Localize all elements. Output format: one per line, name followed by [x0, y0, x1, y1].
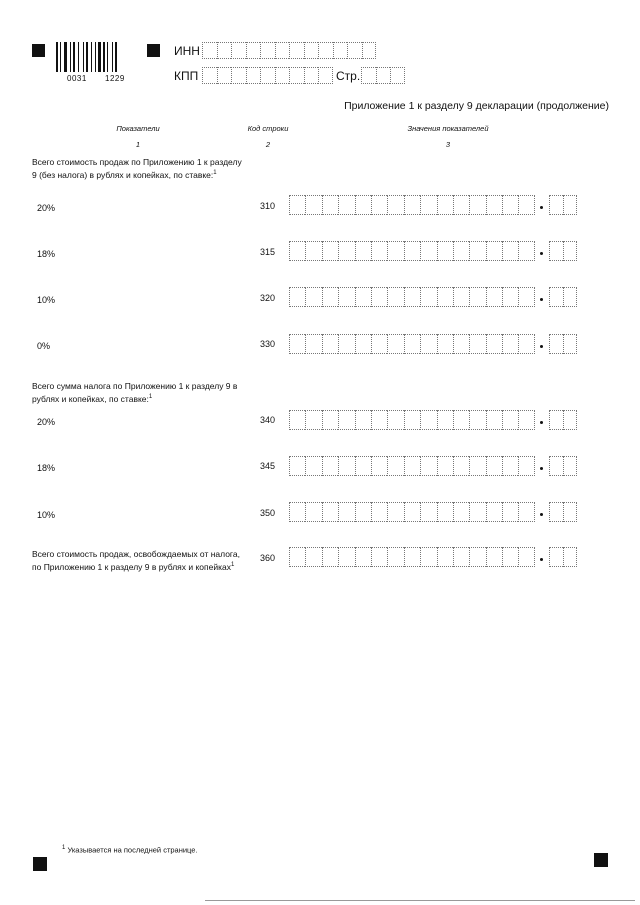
digit-cell[interactable] — [453, 334, 469, 354]
digit-cell[interactable] — [322, 287, 338, 307]
digit-cell[interactable] — [260, 42, 275, 59]
digit-cell[interactable] — [305, 195, 321, 215]
digit-cell[interactable] — [404, 502, 420, 522]
decimal-point — [540, 252, 543, 255]
footnote-text: Указывается на последней странице. — [67, 845, 198, 855]
digit-cell[interactable] — [453, 195, 469, 215]
digit-cell[interactable] — [518, 334, 534, 354]
digit-cell[interactable] — [486, 502, 502, 522]
value-integer-field[interactable] — [289, 410, 535, 430]
digit-cell[interactable] — [420, 456, 436, 476]
digit-cell[interactable] — [469, 456, 485, 476]
digit-cell[interactable] — [322, 502, 338, 522]
digit-cell[interactable] — [563, 241, 577, 261]
value-fraction-field[interactable] — [549, 410, 577, 430]
value-integer-field[interactable] — [289, 287, 535, 307]
bottom-divider — [205, 900, 635, 901]
digit-cell[interactable] — [322, 547, 338, 567]
digit-cell[interactable] — [420, 287, 436, 307]
digit-cell[interactable] — [322, 241, 338, 261]
value-fraction-field[interactable] — [549, 502, 577, 522]
digit-cell[interactable] — [318, 67, 333, 84]
digit-cell[interactable] — [231, 42, 246, 59]
column-number-2: 2 — [265, 140, 271, 149]
digit-cell[interactable] — [289, 195, 305, 215]
footnote-mark: 1 — [62, 845, 66, 851]
row-label: 0% — [37, 341, 51, 351]
section-exempt-total — [32, 549, 250, 573]
digit-cell[interactable] — [338, 456, 354, 476]
digit-cell[interactable] — [404, 456, 420, 476]
digit-cell[interactable] — [289, 67, 304, 84]
digit-cell[interactable] — [549, 410, 563, 430]
digit-cell[interactable] — [338, 334, 354, 354]
row-code: 320 — [260, 293, 276, 303]
row-label: 20% — [37, 203, 56, 213]
section-exempt-total-text: Всего стоимость продаж, освобождаемых от налога, по Приложению 1 к разделу 9 в рублях и копейках — [32, 549, 240, 572]
digit-cell[interactable] — [469, 502, 485, 522]
digit-cell[interactable] — [453, 287, 469, 307]
digit-cell[interactable] — [502, 410, 518, 430]
digit-cell[interactable] — [469, 195, 485, 215]
value-integer-field[interactable] — [289, 502, 535, 522]
digit-cell[interactable] — [246, 42, 261, 59]
digit-cell[interactable] — [404, 195, 420, 215]
digit-cell[interactable] — [518, 502, 534, 522]
digit-cell[interactable] — [355, 547, 371, 567]
value-fraction-field[interactable] — [549, 334, 577, 354]
digit-cell[interactable] — [387, 502, 403, 522]
digit-cell[interactable] — [549, 547, 563, 567]
digit-cell[interactable] — [355, 195, 371, 215]
footnote-ref: 1 — [231, 562, 235, 568]
digit-cell[interactable] — [437, 241, 453, 261]
digit-cell[interactable] — [387, 241, 403, 261]
barcode-icon — [56, 42, 134, 72]
value-integer-field[interactable] — [289, 456, 535, 476]
digit-cell[interactable] — [371, 547, 387, 567]
column-header-code: Код строки — [247, 124, 289, 133]
digit-cell[interactable] — [518, 287, 534, 307]
inn-field[interactable] — [202, 42, 376, 59]
digit-cell[interactable] — [404, 547, 420, 567]
kpp-label: КПП — [174, 69, 199, 83]
corner-marker-bottom-right — [594, 853, 608, 867]
digit-cell[interactable] — [355, 502, 371, 522]
corner-marker-top-left — [32, 44, 45, 57]
digit-cell[interactable] — [502, 502, 518, 522]
row-code: 315 — [260, 247, 276, 257]
digit-cell[interactable] — [289, 287, 305, 307]
digit-cell[interactable] — [355, 241, 371, 261]
column-number-1: 1 — [135, 140, 141, 149]
value-integer-field[interactable] — [289, 334, 535, 354]
digit-cell[interactable] — [437, 334, 453, 354]
digit-cell[interactable] — [260, 67, 275, 84]
row-label: 18% — [37, 249, 56, 259]
digit-cell[interactable] — [563, 502, 577, 522]
barcode-number-right: 1229 — [105, 74, 125, 83]
digit-cell[interactable] — [289, 334, 305, 354]
digit-cell[interactable] — [549, 287, 563, 307]
digit-cell[interactable] — [355, 334, 371, 354]
digit-cell[interactable] — [371, 195, 387, 215]
digit-cell[interactable] — [563, 287, 577, 307]
digit-cell[interactable] — [518, 195, 534, 215]
digit-cell[interactable] — [322, 410, 338, 430]
digit-cell[interactable] — [549, 334, 563, 354]
digit-cell[interactable] — [549, 456, 563, 476]
digit-cell[interactable] — [231, 67, 246, 84]
row-code: 345 — [260, 461, 276, 471]
digit-cell[interactable] — [453, 456, 469, 476]
digit-cell[interactable] — [338, 410, 354, 430]
digit-cell[interactable] — [518, 456, 534, 476]
digit-cell[interactable] — [486, 241, 502, 261]
value-integer-field[interactable] — [289, 195, 535, 215]
decimal-point — [540, 513, 543, 516]
digit-cell[interactable] — [338, 241, 354, 261]
digit-cell[interactable] — [289, 410, 305, 430]
digit-cell[interactable] — [502, 241, 518, 261]
digit-cell[interactable] — [469, 334, 485, 354]
digit-cell[interactable] — [322, 334, 338, 354]
digit-cell[interactable] — [502, 334, 518, 354]
digit-cell[interactable] — [387, 456, 403, 476]
digit-cell[interactable] — [338, 195, 354, 215]
digit-cell[interactable] — [486, 456, 502, 476]
digit-cell[interactable] — [305, 410, 321, 430]
digit-cell[interactable] — [453, 241, 469, 261]
digit-cell[interactable] — [371, 287, 387, 307]
digit-cell[interactable] — [469, 547, 485, 567]
section-tax-total — [32, 381, 250, 405]
digit-cell[interactable] — [305, 287, 321, 307]
section-sales-total — [32, 157, 247, 181]
digit-cell[interactable] — [371, 502, 387, 522]
digit-cell[interactable] — [390, 67, 405, 84]
digit-cell[interactable] — [518, 547, 534, 567]
digit-cell[interactable] — [289, 502, 305, 522]
digit-cell[interactable] — [322, 195, 338, 215]
digit-cell[interactable] — [437, 287, 453, 307]
digit-cell[interactable] — [469, 410, 485, 430]
digit-cell[interactable] — [202, 67, 217, 84]
digit-cell[interactable] — [304, 67, 319, 84]
value-fraction-field[interactable] — [549, 241, 577, 261]
corner-marker-bottom-left — [33, 857, 47, 871]
value-fraction-field[interactable] — [549, 195, 577, 215]
section-sales-total-text: Всего стоимость продаж по Приложению 1 к разделу 9 (без налога) в рублях и копейках, по ставке: — [32, 157, 242, 180]
value-fraction-field[interactable] — [549, 287, 577, 307]
decimal-point — [540, 345, 543, 348]
digit-cell[interactable] — [453, 502, 469, 522]
digit-cell[interactable] — [502, 195, 518, 215]
column-header-indicators: Показатели — [116, 124, 160, 133]
digit-cell[interactable] — [289, 547, 305, 567]
digit-cell[interactable] — [318, 42, 333, 59]
digit-cell[interactable] — [305, 334, 321, 354]
digit-cell[interactable] — [404, 410, 420, 430]
value-fraction-field[interactable] — [549, 456, 577, 476]
digit-cell[interactable] — [502, 547, 518, 567]
digit-cell[interactable] — [202, 42, 217, 59]
digit-cell[interactable] — [322, 456, 338, 476]
digit-cell[interactable] — [437, 456, 453, 476]
decimal-point — [540, 421, 543, 424]
digit-cell[interactable] — [376, 67, 391, 84]
digit-cell[interactable] — [437, 547, 453, 567]
digit-cell[interactable] — [404, 334, 420, 354]
value-fraction-field[interactable] — [549, 547, 577, 567]
inn-label: ИНН — [174, 44, 200, 58]
barcode-number-left: 0031 — [67, 74, 87, 83]
digit-cell[interactable] — [371, 410, 387, 430]
section-tax-total-text: Всего сумма налога по Приложению 1 к разделу 9 в рублях и копейках, по ставке: — [32, 381, 238, 404]
row-code: 360 — [260, 553, 276, 563]
digit-cell[interactable] — [355, 287, 371, 307]
row-code: 310 — [260, 201, 276, 211]
digit-cell[interactable] — [518, 410, 534, 430]
digit-cell[interactable] — [453, 410, 469, 430]
digit-cell[interactable] — [469, 287, 485, 307]
digit-cell[interactable] — [420, 195, 436, 215]
row-code: 340 — [260, 415, 276, 425]
page-title: Приложение 1 к разделу 9 декларации (продолжение) — [344, 100, 609, 112]
digit-cell[interactable] — [563, 547, 577, 567]
digit-cell[interactable] — [502, 287, 518, 307]
digit-cell[interactable] — [420, 502, 436, 522]
corner-marker-top-middle — [147, 44, 160, 57]
digit-cell[interactable] — [371, 456, 387, 476]
digit-cell[interactable] — [217, 42, 232, 59]
digit-cell[interactable] — [371, 241, 387, 261]
kpp-field[interactable] — [202, 67, 333, 84]
footnote-ref: 1 — [148, 394, 153, 400]
row-label: 10% — [37, 295, 56, 305]
digit-cell[interactable] — [486, 287, 502, 307]
digit-cell[interactable] — [304, 42, 319, 59]
digit-cell[interactable] — [420, 547, 436, 567]
decimal-point — [540, 558, 543, 561]
digit-cell[interactable] — [217, 67, 232, 84]
digit-cell[interactable] — [305, 456, 321, 476]
digit-cell[interactable] — [387, 287, 403, 307]
digit-cell[interactable] — [289, 456, 305, 476]
row-code: 330 — [260, 339, 276, 349]
digit-cell[interactable] — [305, 241, 321, 261]
digit-cell[interactable] — [404, 241, 420, 261]
digit-cell[interactable] — [404, 287, 420, 307]
digit-cell[interactable] — [338, 287, 354, 307]
digit-cell[interactable] — [355, 410, 371, 430]
row-code: 350 — [260, 508, 276, 518]
decimal-point — [540, 206, 543, 209]
digit-cell[interactable] — [246, 67, 261, 84]
digit-cell[interactable] — [289, 42, 304, 59]
digit-cell[interactable] — [518, 241, 534, 261]
digit-cell[interactable] — [437, 195, 453, 215]
digit-cell[interactable] — [305, 547, 321, 567]
digit-cell[interactable] — [563, 334, 577, 354]
digit-cell[interactable] — [437, 410, 453, 430]
digit-cell[interactable] — [387, 410, 403, 430]
digit-cell[interactable] — [362, 42, 377, 59]
footnote-ref: 1 — [213, 170, 217, 176]
digit-cell[interactable] — [387, 195, 403, 215]
value-integer-field[interactable] — [289, 547, 535, 567]
digit-cell[interactable] — [486, 195, 502, 215]
row-label: 18% — [37, 463, 56, 473]
digit-cell[interactable] — [371, 334, 387, 354]
decimal-point — [540, 298, 543, 301]
digit-cell[interactable] — [275, 67, 290, 84]
digit-cell[interactable] — [387, 334, 403, 354]
digit-cell[interactable] — [387, 547, 403, 567]
column-header-values: Значения показателей — [407, 124, 489, 133]
digit-cell[interactable] — [333, 42, 348, 59]
digit-cell[interactable] — [437, 502, 453, 522]
digit-cell[interactable] — [420, 410, 436, 430]
digit-cell[interactable] — [338, 547, 354, 567]
digit-cell[interactable] — [563, 410, 577, 430]
digit-cell[interactable] — [305, 502, 321, 522]
digit-cell[interactable] — [486, 334, 502, 354]
row-label: 10% — [37, 510, 56, 520]
digit-cell[interactable] — [502, 456, 518, 476]
page-label: Стр. — [336, 69, 361, 83]
digit-cell[interactable] — [549, 241, 563, 261]
digit-cell[interactable] — [486, 410, 502, 430]
digit-cell[interactable] — [469, 241, 485, 261]
digit-cell[interactable] — [420, 241, 436, 261]
digit-cell[interactable] — [549, 195, 563, 215]
digit-cell[interactable] — [563, 456, 577, 476]
digit-cell[interactable] — [549, 502, 563, 522]
digit-cell[interactable] — [347, 42, 362, 59]
digit-cell[interactable] — [289, 241, 305, 261]
digit-cell[interactable] — [338, 502, 354, 522]
footnote — [62, 845, 198, 855]
decimal-point — [540, 467, 543, 470]
digit-cell[interactable] — [453, 547, 469, 567]
column-number-3: 3 — [445, 140, 451, 149]
digit-cell[interactable] — [420, 334, 436, 354]
value-integer-field[interactable] — [289, 241, 535, 261]
digit-cell[interactable] — [275, 42, 290, 59]
digit-cell[interactable] — [486, 547, 502, 567]
page-number-field[interactable] — [361, 67, 405, 84]
row-label: 20% — [37, 417, 56, 427]
digit-cell[interactable] — [563, 195, 577, 215]
digit-cell[interactable] — [361, 67, 376, 84]
digit-cell[interactable] — [355, 456, 371, 476]
